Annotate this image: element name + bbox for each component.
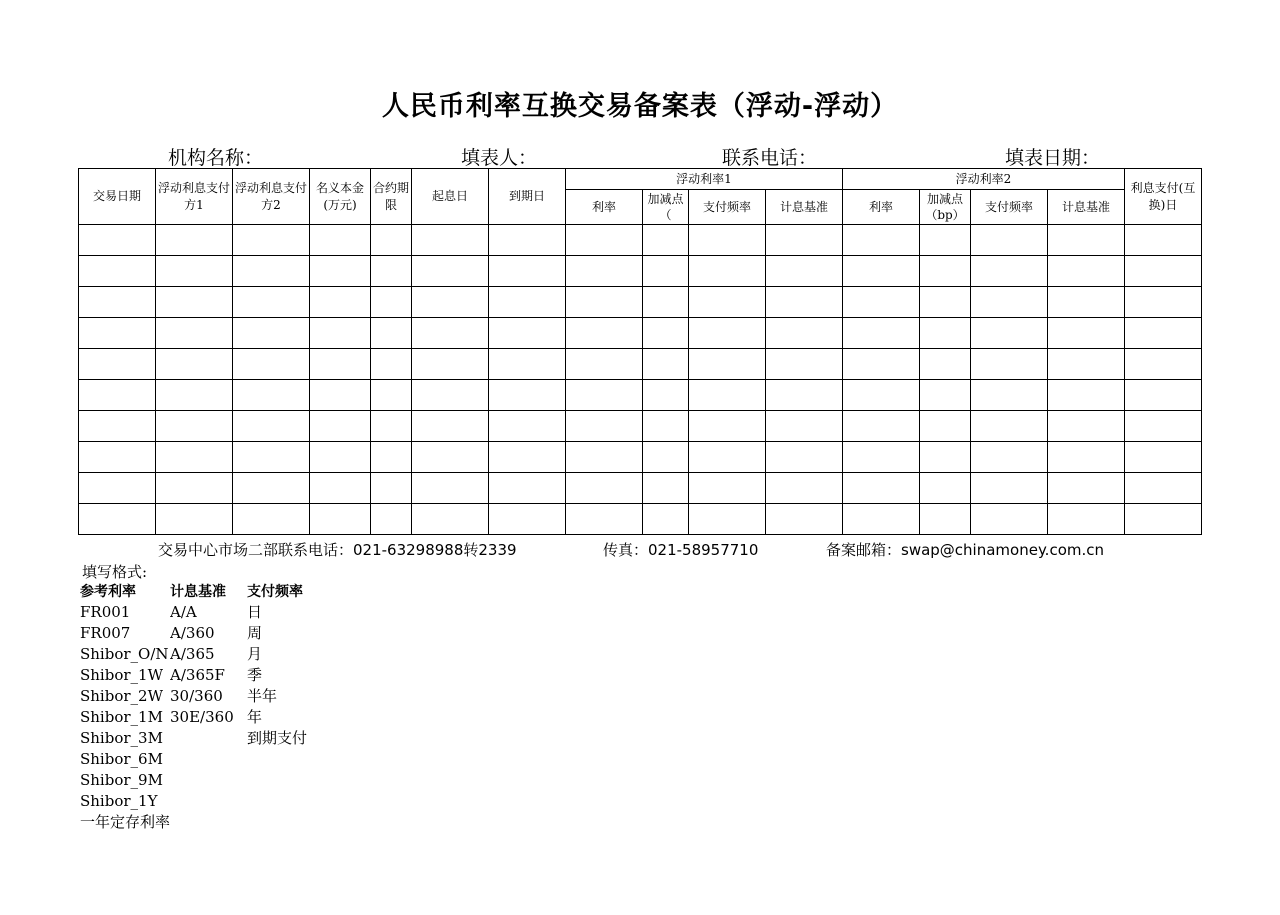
format-row	[80, 748, 337, 769]
format-header-payment-frequency: 支付频率	[247, 583, 304, 600]
table-cell[interactable]	[643, 225, 689, 256]
table-cell[interactable]	[79, 256, 156, 287]
table-cell[interactable]	[920, 349, 971, 380]
col-term: 合约期限	[371, 169, 412, 225]
payment-frequency-item	[247, 811, 337, 832]
table-cell[interactable]	[1048, 256, 1125, 287]
table-cell[interactable]	[1048, 380, 1125, 411]
table-cell[interactable]	[79, 287, 156, 318]
day-count-basis-item: 30/360	[170, 686, 223, 705]
table-cell[interactable]	[920, 256, 971, 287]
table-cell[interactable]	[843, 349, 920, 380]
table-cell[interactable]	[310, 318, 371, 349]
format-row	[80, 811, 337, 832]
table-row	[79, 504, 1202, 535]
table-cell[interactable]	[156, 256, 233, 287]
table-cell[interactable]	[371, 349, 412, 380]
format-row	[80, 685, 337, 706]
table-cell[interactable]	[766, 287, 843, 318]
table-cell[interactable]	[79, 318, 156, 349]
day-count-basis-item	[170, 790, 247, 811]
table-cell[interactable]	[566, 256, 643, 287]
reference-rate-item: Shibor_1M	[80, 707, 163, 726]
dept-phone-text: 交易中心市场二部联系电话：021-63298988转2339	[158, 541, 517, 559]
table-cell[interactable]	[156, 225, 233, 256]
table-cell[interactable]	[412, 473, 489, 504]
table-cell[interactable]	[310, 225, 371, 256]
table-cell[interactable]	[233, 256, 310, 287]
table-cell[interactable]	[489, 225, 566, 256]
table-cell[interactable]	[79, 349, 156, 380]
table-cell[interactable]	[156, 411, 233, 442]
table-cell[interactable]	[371, 225, 412, 256]
filler-label: 填表人：	[461, 147, 538, 169]
table-cell[interactable]	[233, 287, 310, 318]
table-cell[interactable]	[689, 380, 766, 411]
table-cell[interactable]	[843, 504, 920, 535]
table-cell[interactable]	[79, 411, 156, 442]
table-cell[interactable]	[971, 225, 1048, 256]
table-cell[interactable]	[233, 504, 310, 535]
table-cell[interactable]	[689, 411, 766, 442]
format-header-day-count: 计息基准	[170, 583, 227, 600]
table-cell[interactable]	[566, 225, 643, 256]
format-row	[80, 769, 337, 790]
table-cell[interactable]	[1125, 349, 1202, 380]
table-cell[interactable]	[843, 411, 920, 442]
leg2-basis-header: 计息基准	[1048, 190, 1125, 225]
table-cell[interactable]	[920, 504, 971, 535]
table-cell[interactable]	[489, 442, 566, 473]
payment-frequency-item: 到期支付	[247, 729, 308, 747]
table-row	[79, 256, 1202, 287]
table-row	[79, 225, 1202, 256]
table-cell[interactable]	[79, 473, 156, 504]
table-cell[interactable]	[371, 256, 412, 287]
table-cell[interactable]	[1048, 287, 1125, 318]
table-cell[interactable]	[156, 349, 233, 380]
table-cell[interactable]	[1125, 287, 1202, 318]
table-cell[interactable]	[920, 411, 971, 442]
format-reference-table	[80, 580, 337, 832]
table-cell[interactable]	[79, 380, 156, 411]
format-row	[80, 706, 337, 727]
table-cell[interactable]	[156, 287, 233, 318]
group-floating-rate-1: 浮动利率1	[566, 169, 843, 190]
table-cell[interactable]	[310, 504, 371, 535]
table-cell[interactable]	[566, 287, 643, 318]
table-cell[interactable]	[233, 349, 310, 380]
table-cell[interactable]	[1048, 442, 1125, 473]
table-cell[interactable]	[643, 442, 689, 473]
table-cell[interactable]	[689, 318, 766, 349]
table-cell[interactable]	[310, 256, 371, 287]
table-cell[interactable]	[412, 380, 489, 411]
leg1-frequency-header: 支付频率	[689, 190, 766, 225]
reference-rate-item: FR001	[80, 602, 131, 621]
day-count-basis-item: A/A	[170, 602, 197, 621]
day-count-basis-item	[170, 811, 247, 832]
table-cell[interactable]	[766, 504, 843, 535]
payment-frequency-item	[247, 769, 337, 790]
table-cell[interactable]	[79, 442, 156, 473]
table-cell[interactable]	[371, 473, 412, 504]
table-cell[interactable]	[971, 442, 1048, 473]
table-cell[interactable]	[971, 318, 1048, 349]
format-row	[80, 643, 337, 664]
payment-frequency-item: 周	[247, 624, 263, 642]
table-row	[79, 473, 1202, 504]
phone-label: 联系电话：	[722, 147, 818, 169]
filing-table	[78, 168, 1202, 535]
col-payment-day: 利息支付(互换)日	[1125, 169, 1202, 225]
leg2-rate-header: 利率	[843, 190, 920, 225]
table-row	[79, 442, 1202, 473]
day-count-basis-item: A/365F	[170, 665, 225, 684]
table-cell[interactable]	[766, 318, 843, 349]
table-cell[interactable]	[920, 442, 971, 473]
table-cell[interactable]	[1048, 473, 1125, 504]
table-cell[interactable]	[689, 473, 766, 504]
email-text: 备案邮箱：swap@chinamoney.com.cn	[826, 541, 1105, 559]
table-cell[interactable]	[489, 473, 566, 504]
table-cell[interactable]	[766, 411, 843, 442]
leg2-frequency-header: 支付频率	[971, 190, 1048, 225]
table-cell[interactable]	[489, 380, 566, 411]
table-cell[interactable]	[920, 225, 971, 256]
table-cell[interactable]	[643, 380, 689, 411]
table-cell[interactable]	[371, 287, 412, 318]
day-count-basis-item	[170, 748, 247, 769]
table-cell[interactable]	[766, 473, 843, 504]
table-cell[interactable]	[412, 256, 489, 287]
table-cell[interactable]	[566, 504, 643, 535]
table-cell[interactable]	[689, 349, 766, 380]
table-cell[interactable]	[766, 256, 843, 287]
col-payer-1: 浮动利息支付方1	[156, 169, 233, 225]
col-maturity: 到期日	[489, 169, 566, 225]
table-cell[interactable]	[843, 380, 920, 411]
table-cell[interactable]	[766, 380, 843, 411]
table-cell[interactable]	[1125, 225, 1202, 256]
table-cell[interactable]	[1048, 318, 1125, 349]
table-cell[interactable]	[643, 287, 689, 318]
table-row	[79, 349, 1202, 380]
day-count-basis-item	[170, 727, 247, 748]
table-row	[79, 380, 1202, 411]
table-cell[interactable]	[156, 442, 233, 473]
table-cell[interactable]	[156, 504, 233, 535]
table-cell[interactable]	[489, 256, 566, 287]
table-cell[interactable]	[1125, 442, 1202, 473]
leg2-spread-header: 加减点（bp）	[920, 190, 971, 225]
table-cell[interactable]	[971, 380, 1048, 411]
payment-frequency-item: 日	[247, 603, 263, 621]
table-cell[interactable]	[1125, 318, 1202, 349]
reference-rate-item: Shibor_1Y	[80, 791, 158, 810]
format-row	[80, 790, 337, 811]
day-count-basis-item: A/360	[170, 623, 215, 642]
table-cell[interactable]	[1125, 380, 1202, 411]
reference-rate-item: 一年定存利率	[80, 813, 171, 831]
table-cell[interactable]	[566, 411, 643, 442]
group-floating-rate-2: 浮动利率2	[843, 169, 1125, 190]
table-cell[interactable]	[310, 287, 371, 318]
fax-text: 传真：021-58957710	[603, 541, 759, 559]
table-cell[interactable]	[489, 349, 566, 380]
table-cell[interactable]	[689, 504, 766, 535]
table-cell[interactable]	[843, 287, 920, 318]
table-cell[interactable]	[689, 442, 766, 473]
table-cell[interactable]	[843, 473, 920, 504]
format-row	[80, 727, 337, 748]
table-cell[interactable]	[766, 349, 843, 380]
table-cell[interactable]	[766, 225, 843, 256]
col-notional: 名义本金(万元)	[310, 169, 371, 225]
table-cell[interactable]	[156, 473, 233, 504]
day-count-basis-item: A/365	[170, 644, 215, 663]
table-cell[interactable]	[233, 442, 310, 473]
payment-frequency-item: 年	[247, 708, 263, 726]
format-row	[80, 622, 337, 643]
table-cell[interactable]	[971, 349, 1048, 380]
table-cell[interactable]	[843, 442, 920, 473]
table-row	[79, 411, 1202, 442]
table-cell[interactable]	[489, 411, 566, 442]
table-cell[interactable]	[566, 442, 643, 473]
format-label: 填写格式:	[82, 563, 148, 581]
table-cell[interactable]	[371, 504, 412, 535]
table-cell[interactable]	[971, 504, 1048, 535]
table-cell[interactable]	[766, 442, 843, 473]
format-row	[80, 601, 337, 622]
table-cell[interactable]	[412, 287, 489, 318]
table-cell[interactable]	[566, 318, 643, 349]
table-cell[interactable]	[412, 411, 489, 442]
table-cell[interactable]	[1048, 349, 1125, 380]
table-cell[interactable]	[1125, 411, 1202, 442]
table-cell[interactable]	[233, 380, 310, 411]
table-cell[interactable]	[79, 504, 156, 535]
institution-label: 机构名称：	[168, 147, 264, 169]
table-cell[interactable]	[843, 318, 920, 349]
reference-rate-item: Shibor_O/N	[80, 644, 169, 663]
table-row	[79, 287, 1202, 318]
table-cell[interactable]	[310, 349, 371, 380]
table-cell[interactable]	[489, 318, 566, 349]
table-cell[interactable]	[310, 473, 371, 504]
payment-frequency-item: 月	[247, 645, 263, 663]
table-cell[interactable]	[412, 504, 489, 535]
table-cell[interactable]	[971, 473, 1048, 504]
table-cell[interactable]	[643, 504, 689, 535]
table-cell[interactable]	[1048, 225, 1125, 256]
table-cell[interactable]	[971, 411, 1048, 442]
table-cell[interactable]	[310, 442, 371, 473]
reference-rate-item: Shibor_3M	[80, 728, 163, 747]
table-cell[interactable]	[233, 225, 310, 256]
table-cell[interactable]	[412, 442, 489, 473]
page-title: 人民币利率互换交易备案表（浮动-浮动）	[381, 91, 899, 122]
table-cell[interactable]	[920, 318, 971, 349]
table-cell[interactable]	[412, 225, 489, 256]
fill-date-label: 填表日期：	[1005, 147, 1101, 169]
table-cell[interactable]	[156, 318, 233, 349]
table-cell[interactable]	[689, 256, 766, 287]
table-cell[interactable]	[1048, 504, 1125, 535]
table-cell[interactable]	[1125, 504, 1202, 535]
table-cell[interactable]	[310, 411, 371, 442]
table-cell[interactable]	[843, 225, 920, 256]
table-cell[interactable]	[566, 349, 643, 380]
format-header-reference-rate: 参考利率	[80, 583, 136, 600]
table-cell[interactable]	[971, 287, 1048, 318]
table-cell[interactable]	[920, 380, 971, 411]
reference-rate-item: Shibor_6M	[80, 749, 163, 768]
table-cell[interactable]	[566, 473, 643, 504]
table-cell[interactable]	[643, 256, 689, 287]
table-cell[interactable]	[233, 318, 310, 349]
table-cell[interactable]	[79, 225, 156, 256]
table-cell[interactable]	[310, 380, 371, 411]
table-cell[interactable]	[643, 473, 689, 504]
table-cell[interactable]	[971, 256, 1048, 287]
table-cell[interactable]	[920, 473, 971, 504]
format-row	[80, 664, 337, 685]
reference-rate-item: Shibor_9M	[80, 770, 163, 789]
table-cell[interactable]	[371, 380, 412, 411]
reference-rate-item: FR007	[80, 623, 131, 642]
day-count-basis-item: 30E/360	[170, 707, 234, 726]
table-cell[interactable]	[156, 380, 233, 411]
payment-frequency-item	[247, 748, 337, 769]
table-cell[interactable]	[371, 411, 412, 442]
table-cell[interactable]	[1125, 473, 1202, 504]
table-cell[interactable]	[643, 318, 689, 349]
col-trade-date: 交易日期	[79, 169, 156, 225]
table-cell[interactable]	[1125, 256, 1202, 287]
table-cell[interactable]	[233, 473, 310, 504]
table-cell[interactable]	[489, 287, 566, 318]
table-cell[interactable]	[489, 504, 566, 535]
day-count-basis-item	[170, 769, 247, 790]
table-cell[interactable]	[689, 225, 766, 256]
leg1-spread-header: 加减点（	[643, 190, 689, 225]
col-payer-2: 浮动利息支付方2	[233, 169, 310, 225]
table-cell[interactable]	[371, 442, 412, 473]
reference-rate-item: Shibor_1W	[80, 665, 163, 684]
table-cell[interactable]	[689, 287, 766, 318]
table-cell[interactable]	[412, 349, 489, 380]
table-cell[interactable]	[643, 411, 689, 442]
col-start-date: 起息日	[412, 169, 489, 225]
payment-frequency-item: 季	[247, 666, 263, 684]
payment-frequency-item: 半年	[247, 687, 278, 705]
reference-rate-item: Shibor_2W	[80, 686, 163, 705]
leg1-basis-header: 计息基准	[766, 190, 843, 225]
table-cell[interactable]	[371, 318, 412, 349]
leg1-rate-header: 利率	[566, 190, 643, 225]
payment-frequency-item	[247, 790, 337, 811]
table-cell[interactable]	[643, 349, 689, 380]
table-cell[interactable]	[412, 318, 489, 349]
table-cell[interactable]	[233, 411, 310, 442]
table-cell[interactable]	[566, 380, 643, 411]
table-cell[interactable]	[1048, 411, 1125, 442]
table-row	[79, 318, 1202, 349]
table-cell[interactable]	[843, 256, 920, 287]
table-cell[interactable]	[920, 287, 971, 318]
